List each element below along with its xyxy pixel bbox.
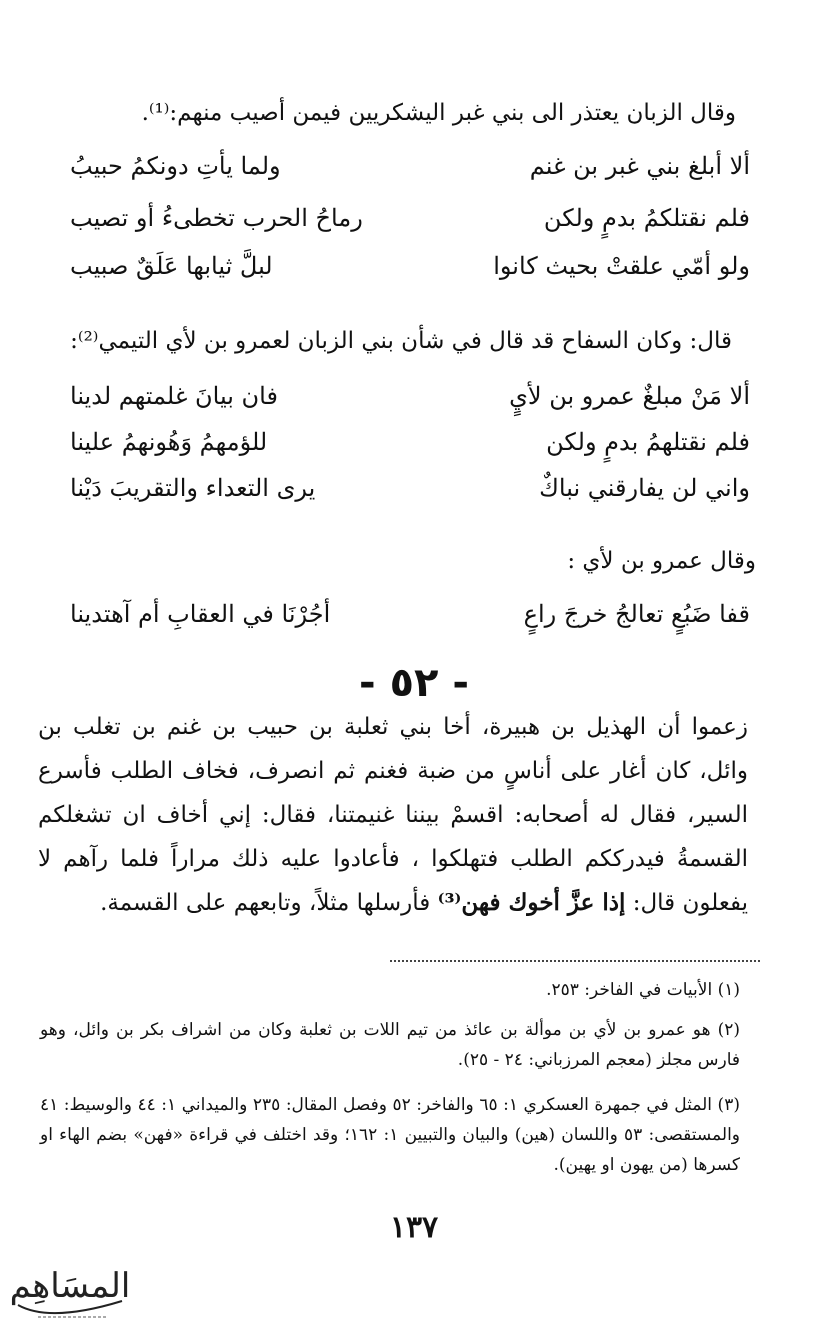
hemistich-first: واني لن يفارقني نباكٌ xyxy=(539,474,750,502)
hemistich-first: فلم نقتلكمُ بدمٍ ولكن xyxy=(543,204,750,232)
hemistich-first: ألا أبلغ بني غبر بن غنم xyxy=(529,152,750,180)
proverb-text: إذا عزَّ أخوك فهن⁽³⁾ xyxy=(437,889,626,916)
hemistich-first: قفا ضَبُعٍ تعالجُ خرجَ راعٍ xyxy=(523,600,750,628)
poem2-verse-3 xyxy=(70,474,750,514)
poem1-verse-2 xyxy=(70,204,750,244)
hemistich-second: ولما يأتِ دونكمُ حبيبُ xyxy=(70,152,281,180)
poem1-intro: وقال الزبان يعتذر الى بني غبر اليشكريين فيمن أصيب منهم:⁽¹⁾. xyxy=(141,100,736,126)
paragraph-text-start: زعموا أن الهذيل بن هبيرة، أخا بني ثعلبة بن حبيب بن غنم بن تغلب بن وائل، كان أغار على أناسٍ من ضبة فغنم ثم انصرف، فخاف الطلب فأسرع السير، فقال له أصحابه: اقسمْ بيننا غنيمتنا، فقال: إني أخاف ان تشغلكم القسمةُ فيدرككم الطلب فتهلكوا ، فأعادوا عليه ذلك مراراً فلما رآهم لا يفعلون قال: xyxy=(38,714,748,916)
hemistich-second: فان بيانَ غلمتهم لدينا xyxy=(70,382,278,410)
poem1-verse-1 xyxy=(70,152,750,192)
footnote-separator xyxy=(390,960,760,962)
publisher-seal-logo xyxy=(10,1255,130,1335)
hemistich-first: ولو أمّي علقتْ بحيث كانوا xyxy=(493,252,750,280)
footnote-1: (١) الأبيات في الفاخر: ٢٥٣. xyxy=(546,980,740,1000)
poem2-verse-1 xyxy=(70,382,750,422)
hemistich-second: يرى التعداء والتقريبَ دَيْنا xyxy=(70,474,316,502)
page-number: ١٣٧ xyxy=(389,1210,439,1245)
footnote-3: (٣) المثل في جمهرة العسكري ١: ٦٥ والفاخر: ٥٢ وفصل المقال: ٢٣٥ والميداني ١: ٤٤ والوسيط: ٤١ والمستقصى: ٥٣ واللسان (هين) والبيان والتبيين ١: ١٦٢؛ وقد اختلف في قراءة «فهن» بضم الهاء او كسرها (من يهون او يهين). xyxy=(40,1095,741,1175)
poem1-verse-3 xyxy=(70,252,750,292)
hemistich-second: أجُرْنَا في العقابِ أم آهتدينا xyxy=(70,600,331,628)
hemistich-second: رماحُ الحرب تخطىءُ أو تصيب xyxy=(70,204,363,232)
footnote-2: (٢) هو عمرو بن لأي بن موألة بن عائذ من تيم اللات بن ثعلبة وكان من اشراف بكر بن وائل، وهو فارس مجلز (معجم المرزباني: ٢٤ - ٢٥). xyxy=(40,1020,740,1070)
hemistich-first: فلم نقتلهمُ بدمٍ ولكن xyxy=(546,428,750,456)
hemistich-first: ألا مَنْ مبلغٌ عمرو بن لأيٍ xyxy=(509,382,750,410)
svg-text:المسَاهِم: المسَاهِم xyxy=(10,1266,130,1306)
hemistich-second: لبلَّ ثيابها عَلَقٌ صبيب xyxy=(70,252,273,280)
hemistich-second: للؤمهمُ وَهُونهمُ علينا xyxy=(70,428,268,456)
section-number: - ٥٢ - xyxy=(359,660,469,706)
paragraph-text-end: فأرسلها مثلاً، وتابعهم على القسمة. xyxy=(100,890,431,916)
poem3-verse-1 xyxy=(70,600,750,640)
poem2-intro: قال: وكان السفاح قد قال في شأن بني الزبان لعمرو بن لأي التيمي⁽²⁾: xyxy=(70,328,732,354)
poem2-verse-2 xyxy=(70,428,750,468)
anecdote-paragraph xyxy=(38,705,748,925)
poem3-intro: وقال عمرو بن لأي : xyxy=(567,548,756,574)
